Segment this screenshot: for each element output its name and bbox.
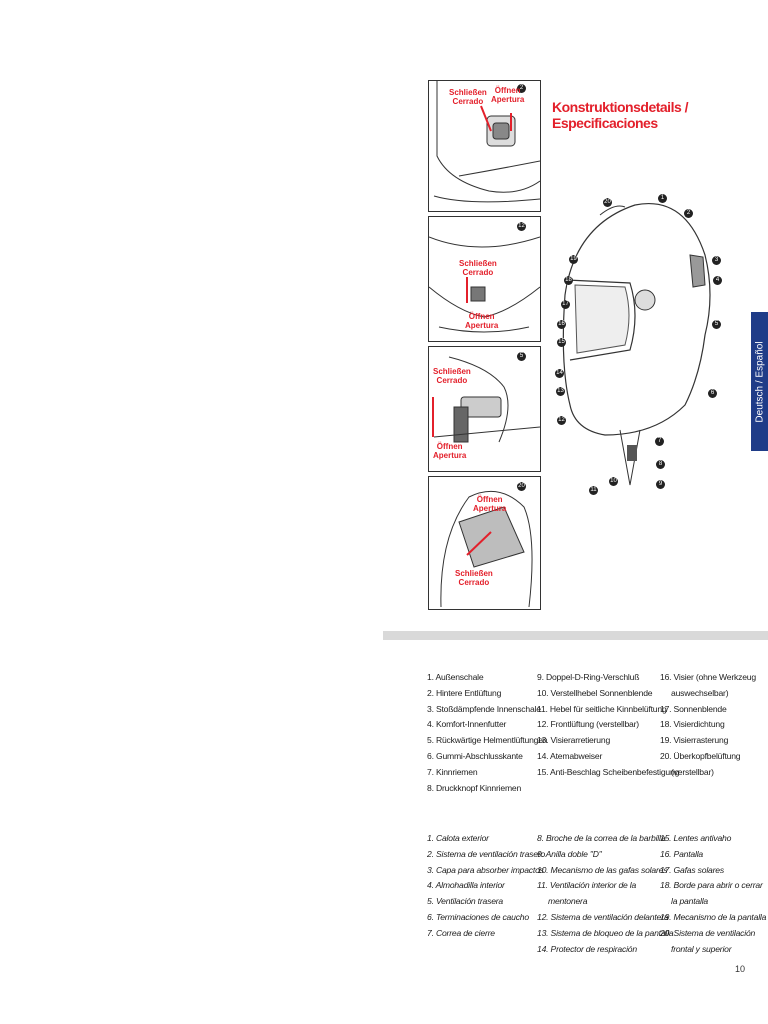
list-item: 2. Sistema de ventilación trasero xyxy=(427,848,546,859)
list-item: 3. Capa para absorber impactos xyxy=(427,864,544,875)
callout-11: 11 xyxy=(590,487,597,493)
list-item: 9. Doppel-D-Ring-Verschluß xyxy=(537,672,640,682)
list-item: 6. Gummi-Abschlusskante xyxy=(427,750,523,761)
list-item: 19. Mecanismo de la pantalla xyxy=(660,911,767,922)
list-item: 20. Sistema de ventilación xyxy=(660,927,756,938)
list-item: 17. Gafas solares xyxy=(660,864,724,875)
language-tab-label: Deutsch / Español xyxy=(754,340,765,423)
list-item: 20. Überkopfbelüftung xyxy=(660,750,741,761)
list-item: 5. Rückwärtige Helmentlüftungen xyxy=(427,735,548,746)
callout-19: 19 xyxy=(570,256,577,262)
list-item: 18. Visierdichtung xyxy=(660,719,725,730)
open-label: Öffnen Apertura xyxy=(433,442,467,460)
language-tab xyxy=(751,312,768,451)
callout-9: 9 xyxy=(656,480,665,489)
list-item: 15. Anti-Beschlag Scheibenbefestigung xyxy=(537,766,680,777)
callout-15: 15 xyxy=(558,339,565,345)
callout-18: 18 xyxy=(565,277,572,283)
close-label: Schließen Cerrado xyxy=(433,367,471,385)
list-item: 3. Stoßdämpfende Innenschale xyxy=(427,703,541,714)
open-label: Öffnen Apertura xyxy=(491,86,525,104)
spanish-parts-col-3 xyxy=(660,831,766,957)
list-item: 14. Protector de respiración xyxy=(537,943,637,954)
list-item: 10. Verstellhebel Sonnenblende xyxy=(537,687,653,698)
list-item: 16. Pantalla xyxy=(660,848,703,859)
close-label: Schließen Cerrado xyxy=(449,88,487,106)
list-item: 1. Außenschale xyxy=(427,672,484,682)
callout-10: 10 xyxy=(610,478,617,484)
list-item: la pantalla xyxy=(671,896,708,907)
german-parts-col-3 xyxy=(660,670,756,781)
detail-panel-rear-vent xyxy=(428,80,541,212)
callout-13: 13 xyxy=(557,388,564,394)
callout-20: 20 xyxy=(604,199,611,205)
open-label: Öffnen Apertura xyxy=(465,312,499,330)
list-item: mentonera xyxy=(548,896,588,907)
list-item: 5. Ventilación trasera xyxy=(427,896,504,907)
list-item: 4. Komfort-Innenfutter xyxy=(427,719,507,730)
list-item: 15. Lentes antivaho xyxy=(660,833,732,843)
detail-panel-front-vent xyxy=(428,216,541,342)
german-parts-col-2 xyxy=(537,670,679,781)
helmet-illustration xyxy=(545,185,735,505)
list-item: auswechselbar) xyxy=(671,687,729,698)
section-divider xyxy=(383,631,768,640)
list-item: 19. Visierrasterung xyxy=(660,735,729,746)
list-item: 11. Ventilación interior de la xyxy=(537,880,637,891)
list-item: 9. Anilla doble "D" xyxy=(537,848,602,859)
panel-badge: 2 xyxy=(517,84,526,93)
list-item: 2. Hintere Entlüftung xyxy=(427,687,502,698)
list-item: 6. Terminaciones de caucho xyxy=(427,911,529,922)
list-item: 13. Sistema de bloqueo de la pantalla xyxy=(537,927,674,938)
list-item: 14. Atemabweiser xyxy=(537,750,603,761)
callout-16: 16 xyxy=(558,321,565,327)
callout-2: 2 xyxy=(684,209,693,218)
close-label: Schließen Cerrado xyxy=(455,569,493,587)
callout-12: 12 xyxy=(558,417,565,423)
page-number: 10 xyxy=(735,964,746,974)
spanish-parts-col-2 xyxy=(537,831,673,957)
panel-badge: 20 xyxy=(518,483,525,489)
list-item: 1. Calota exterior xyxy=(427,833,489,843)
callout-14: 14 xyxy=(556,370,563,376)
list-item: 12. Sistema de ventilación delantera xyxy=(537,911,669,922)
list-item: 17. Sonnenblende xyxy=(660,703,727,714)
callout-17: 17 xyxy=(562,301,569,307)
callout-7: 7 xyxy=(655,437,664,446)
list-item: 8. Broche de la correa de la barbilla xyxy=(537,833,666,843)
page-title: Konstruktionsdetails / Especificaciones xyxy=(552,99,689,131)
german-parts-col-1 xyxy=(427,670,547,796)
list-item: 13. Visierarretierung xyxy=(537,735,611,746)
callout-3: 3 xyxy=(712,256,721,265)
list-item: 12. Frontlüftung (verstellbar) xyxy=(537,719,639,730)
detail-panel-rear-exhaust xyxy=(428,346,541,472)
list-item: 7. Kinnriemen xyxy=(427,766,478,777)
list-item: 7. Correa de cierre xyxy=(427,927,495,938)
spanish-parts-col-1 xyxy=(427,831,545,942)
panel-badge: 12 xyxy=(518,223,525,229)
detail-panel-top-vent xyxy=(428,476,541,610)
callout-5: 5 xyxy=(712,320,721,329)
callout-4: 4 xyxy=(713,276,722,285)
callout-8: 8 xyxy=(656,460,665,469)
panel-badge: 5 xyxy=(517,352,526,361)
list-item: frontal y superior xyxy=(671,943,732,954)
list-item: 10. Mecanismo de las gafas solares xyxy=(537,864,668,875)
callout-1: 1 xyxy=(658,194,667,203)
list-item: 4. Almohadilla interior xyxy=(427,880,505,891)
list-item: 16. Visier (ohne Werkzeug xyxy=(660,672,756,682)
list-item: 11. Hebel für seitliche Kinnbelüftung xyxy=(537,703,667,714)
close-label: Schließen Cerrado xyxy=(459,259,497,277)
list-item: 18. Borde para abrir o cerrar xyxy=(660,880,763,891)
callout-6: 6 xyxy=(708,389,717,398)
list-item: 8. Druckknopf Kinnriemen xyxy=(427,782,522,793)
open-label: Öffnen Apertura xyxy=(473,495,507,513)
list-item: (verstellbar) xyxy=(671,766,714,777)
